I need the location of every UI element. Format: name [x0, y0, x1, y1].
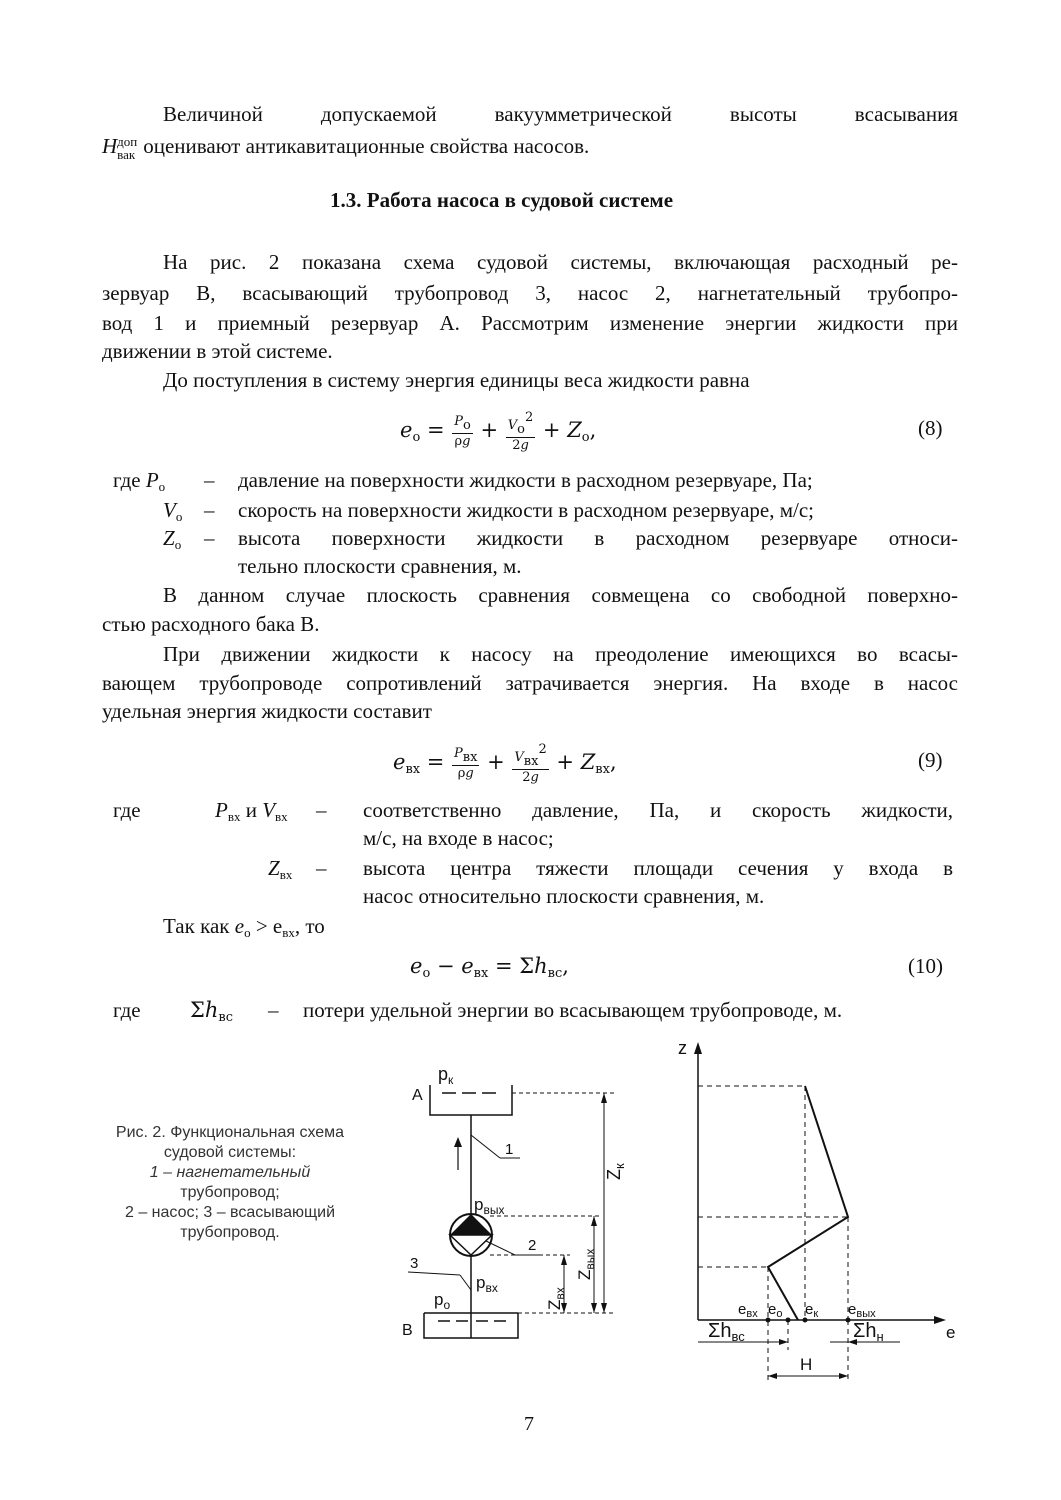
label-e-k: $e_к$ — [805, 1301, 819, 1320]
defs2-pv-desc-2: м/с, на входе в насос; — [363, 826, 554, 850]
equation-9-number: (9) — [918, 748, 943, 772]
caption-line-6: трубопровод. — [180, 1224, 280, 1241]
e-axis-arrow — [934, 1316, 946, 1324]
para1-line-3: вод 1 и приемный резервуар А. Рассмотрим изменение энергии жидкости при — [102, 311, 958, 335]
para4-line-3: удельная энергия жидкости составит — [102, 699, 432, 723]
zvh-label: $Z_{вх}$ — [545, 1287, 567, 1310]
equation-8-number: (8) — [918, 416, 943, 440]
defs3-symbol: $\Sigma h_{вс}$ — [190, 998, 233, 1025]
caption-line-1: Рис. 2. Функциональная схема — [115, 1124, 345, 1141]
defs1-z0-desc-1: высота поверхности жидкости в расходном резервуаре относи- — [238, 526, 958, 550]
defs1-dash-2: – — [204, 498, 215, 522]
equation-10-number: (10) — [908, 954, 943, 978]
defs1-z0-desc-2: тельно плоскости сравнения, м. — [238, 554, 522, 578]
tank-a-label: А — [412, 1087, 423, 1104]
label-e-vyh: $e_{вых}$ — [848, 1301, 876, 1320]
caption-line-4: трубопровод; — [180, 1184, 280, 1201]
caption-line-2: судовой системы: — [163, 1144, 297, 1161]
caption-line-5: 2 – насос; 3 – всасывающий — [124, 1204, 336, 1221]
pump-icon — [450, 1214, 492, 1235]
label-sum-hn: $\Sigma h_н$ — [853, 1320, 884, 1344]
figure-caption — [85, 1123, 375, 1243]
para1-line-2: зервуар В, всасывающий трубопровод 3, насос 2, нагнетательный трубопро- — [102, 281, 958, 305]
label-h: H — [800, 1355, 813, 1374]
label-sum-hvs: $\Sigma h_{вс}$ — [708, 1320, 745, 1344]
defs1-dash-1: – — [204, 468, 215, 492]
point-e-vh — [766, 1318, 771, 1323]
para5: Так как $e_о > e_{вх}$, то — [163, 914, 325, 940]
para4-line-2: вающем трубопроводе сопротивлений затрачивается энергия. На входе в насос — [102, 671, 958, 695]
defs1-z0-symbol: $Z_о$ — [163, 526, 182, 552]
defs1-v0-symbol: $V_о$ — [163, 498, 183, 524]
system-scheme — [390, 1055, 640, 1355]
para4-line-1: При движении жидкости к насосу на преодоление имеющихся во всасы- — [163, 642, 958, 666]
defs2-z-symbol: $Z_{вх}$ — [268, 856, 293, 882]
defs1-dash-3: – — [204, 526, 215, 550]
point-e-vyh — [846, 1318, 851, 1323]
defs1-p0-desc: давление на поверхности жидкости в расходном резервуаре, Па; — [238, 468, 813, 492]
defs2-pv-symbols: $P_{вх}$ и $V_{вх}$ — [215, 798, 288, 824]
label-3: 3 — [410, 1255, 419, 1272]
label-e-o: $e_о$ — [768, 1301, 783, 1320]
energy-line — [768, 1086, 848, 1320]
para2: До поступления в систему энергия единицы веса жидкости равна — [163, 368, 750, 392]
defs1-where: где $P_о$ — [113, 468, 166, 494]
zvyh-label: $Z_{вых}$ — [575, 1248, 597, 1280]
equation-8: $e_о$ = $\frac{P_о}{\rho g}$ + $\frac{V_о^2}{2g}$ + $Z_о$, — [400, 410, 597, 453]
pvh-label: $p_{вх}$ — [476, 1273, 498, 1295]
para1-line-1: На рис. 2 показана схема судовой системы, включающая расходный ре- — [163, 250, 958, 274]
defs3-desc: потери удельной энергии во всасывающем трубопроводе, м. — [303, 998, 843, 1022]
intro-line-1: Величиной допускаемой вакуумметрической высоты всасывания — [163, 102, 958, 126]
para3-line-2: стью расходного бака В. — [102, 612, 320, 636]
intro-line-2-text: оценивают антикавитационные свойства насосов. — [143, 134, 590, 158]
para3-line-1: В данном случае плоскость сравнения совмещена со свободной поверхно- — [163, 583, 958, 607]
point-e-k — [803, 1318, 808, 1323]
defs2-z-desc-2: насос относительно плоскости сравнения, м. — [363, 884, 765, 908]
point-e-o — [786, 1318, 791, 1323]
label-2: 2 — [528, 1237, 537, 1254]
section-heading: 1.3. Работа насоса в судовой системе — [330, 188, 674, 212]
equation-9: $e_{вх}$ = $\frac{P_{вх}}{\rho g}$ + $\frac{V_{вх}^2}{2g}$ + $Z_{вх}$, — [393, 742, 617, 785]
intro-line-2: H доп вак оценивают антикавитационные свойства насосов. — [102, 134, 590, 163]
po-label: $p_о$ — [434, 1290, 451, 1312]
defs3-where: где — [113, 998, 141, 1022]
defs3-dash: – — [268, 998, 279, 1022]
tank-a — [430, 1085, 512, 1115]
tank-b-label: В — [402, 1322, 413, 1339]
defs2-z-desc-1: высота центра тяжести площади сечения у входа в — [363, 856, 953, 880]
page-number: 7 — [524, 1413, 534, 1435]
equation-10: $e_о - e_{вх} = \Sigma h_{вс}$, — [410, 954, 569, 981]
pk-label: $p_к$ — [438, 1064, 454, 1087]
energy-graph — [660, 1030, 990, 1400]
pvyh-label: $p_{вых}$ — [474, 1195, 505, 1217]
defs1-v0-desc: скорость на поверхности жидкости в расходном резервуаре, м/с; — [238, 498, 815, 522]
z-axis-arrow — [694, 1042, 702, 1054]
defs2-pv-desc-1: соответственно давление, Па, и скорость жидкости, — [363, 798, 953, 822]
e-axis-label: e — [946, 1323, 956, 1342]
defs2-dash-1: – — [316, 798, 327, 822]
flow-arrow-head — [454, 1137, 462, 1147]
zk-label: $Z_к$ — [604, 1163, 627, 1180]
defs2-where: где — [113, 798, 141, 822]
z-axis-label: z — [678, 1038, 687, 1058]
label-e-vh: $e_{вх}$ — [738, 1301, 758, 1320]
para1-line-4: движении в этой системе. — [102, 339, 333, 363]
caption-line-3: 1 – нагнетательный — [149, 1164, 311, 1181]
label-1: 1 — [505, 1141, 514, 1158]
defs2-dash-2: – — [316, 856, 327, 880]
